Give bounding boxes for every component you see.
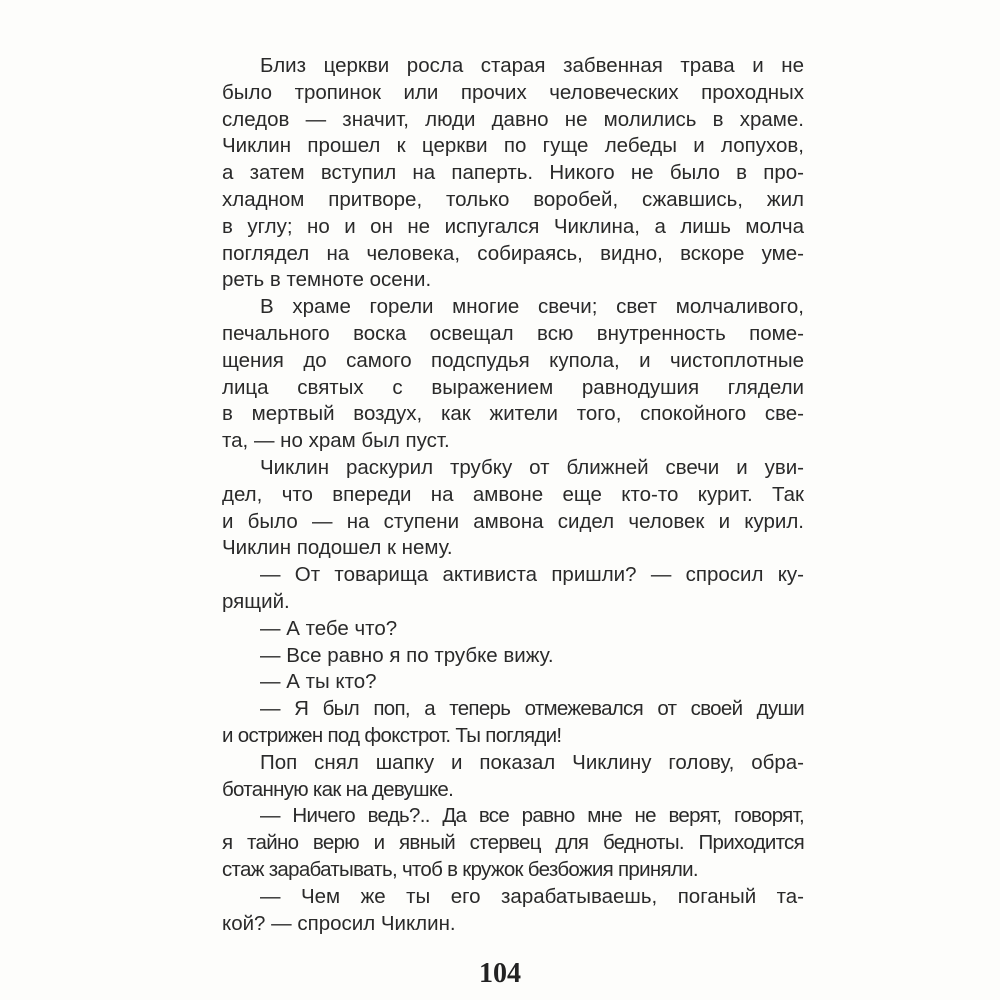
text-line: кой? — спросил Чиклин. — [222, 911, 456, 935]
text-line: рящий. — [222, 589, 290, 613]
text-line: и острижен под фокстрот. Ты погляди! — [222, 723, 562, 747]
text-line: Поп снял шапку и показал Чиклину голову, обра- — [260, 750, 804, 774]
text-line: реть в темноте осени. — [222, 268, 432, 292]
text-line: — А ты кто? — [260, 670, 377, 694]
text-line: Близ церкви росла старая забвенная трава и не — [260, 54, 804, 77]
text-line: печального воска освещал всю внутренность поме- — [222, 321, 804, 345]
book-text — [222, 53, 804, 937]
text-line: — Ничего ведь?.. Да все равно мне не верят, говорят, — [260, 804, 804, 828]
text-line: а затем вступил на паперть. Никого не было в про- — [222, 161, 804, 185]
text-line: — А тебе что? — [260, 616, 398, 640]
text-line: стаж зарабатывать, чтоб в кружок безбожия приняли. — [222, 857, 698, 881]
text-line: Чиклин раскурил трубку от ближней свечи и уви- — [260, 455, 804, 479]
text-line: В храме горели многие свечи; свет молчаливого, — [260, 295, 804, 319]
text-line: в мертвый воздух, как жители того, спокойного све- — [222, 402, 804, 426]
page-number: 104 — [479, 958, 521, 989]
text-line: щения до самого подспудья купола, и чистоплотные — [222, 348, 804, 372]
text-line: дел, что впереди на амвоне еще кто-то курит. Так — [222, 482, 804, 506]
text-line: следов — значит, люди давно не молились в храме. — [222, 107, 804, 131]
text-line: было тропинок или прочих человеческих проходных — [222, 80, 804, 104]
text-line: я тайно верю и явный стервец для бедноты. Приходится — [222, 831, 804, 855]
text-line: поглядел на человека, собираясь, видно, вскоре уме- — [222, 241, 804, 265]
text-line: хладном притворе, только воробей, сжавшись, жил — [222, 187, 804, 211]
text-line: Чиклин подошел к нему. — [222, 536, 453, 560]
text-line: — Я был поп, а теперь отмежевался от своей души — [260, 697, 804, 721]
text-line: — Все равно я по трубке вижу. — [260, 643, 554, 667]
text-line: в углу; но и он не испугался Чиклина, а лишь молча — [222, 214, 804, 238]
text-line: лица святых с выражением равнодушия глядели — [222, 375, 804, 399]
text-line: — От товарища активиста пришли? — спросил ку- — [260, 563, 804, 587]
text-line: Чиклин прошел к церкви по гуще лебеды и лопухов, — [222, 134, 804, 158]
text-line: и было — на ступени амвона сидел человек и курил. — [222, 509, 804, 533]
text-line: та, — но храм был пуст. — [222, 429, 450, 453]
text-line: ботанную как на девушке. — [222, 777, 454, 801]
text-line: — Чем же ты его зарабатываешь, поганый та- — [260, 884, 804, 908]
